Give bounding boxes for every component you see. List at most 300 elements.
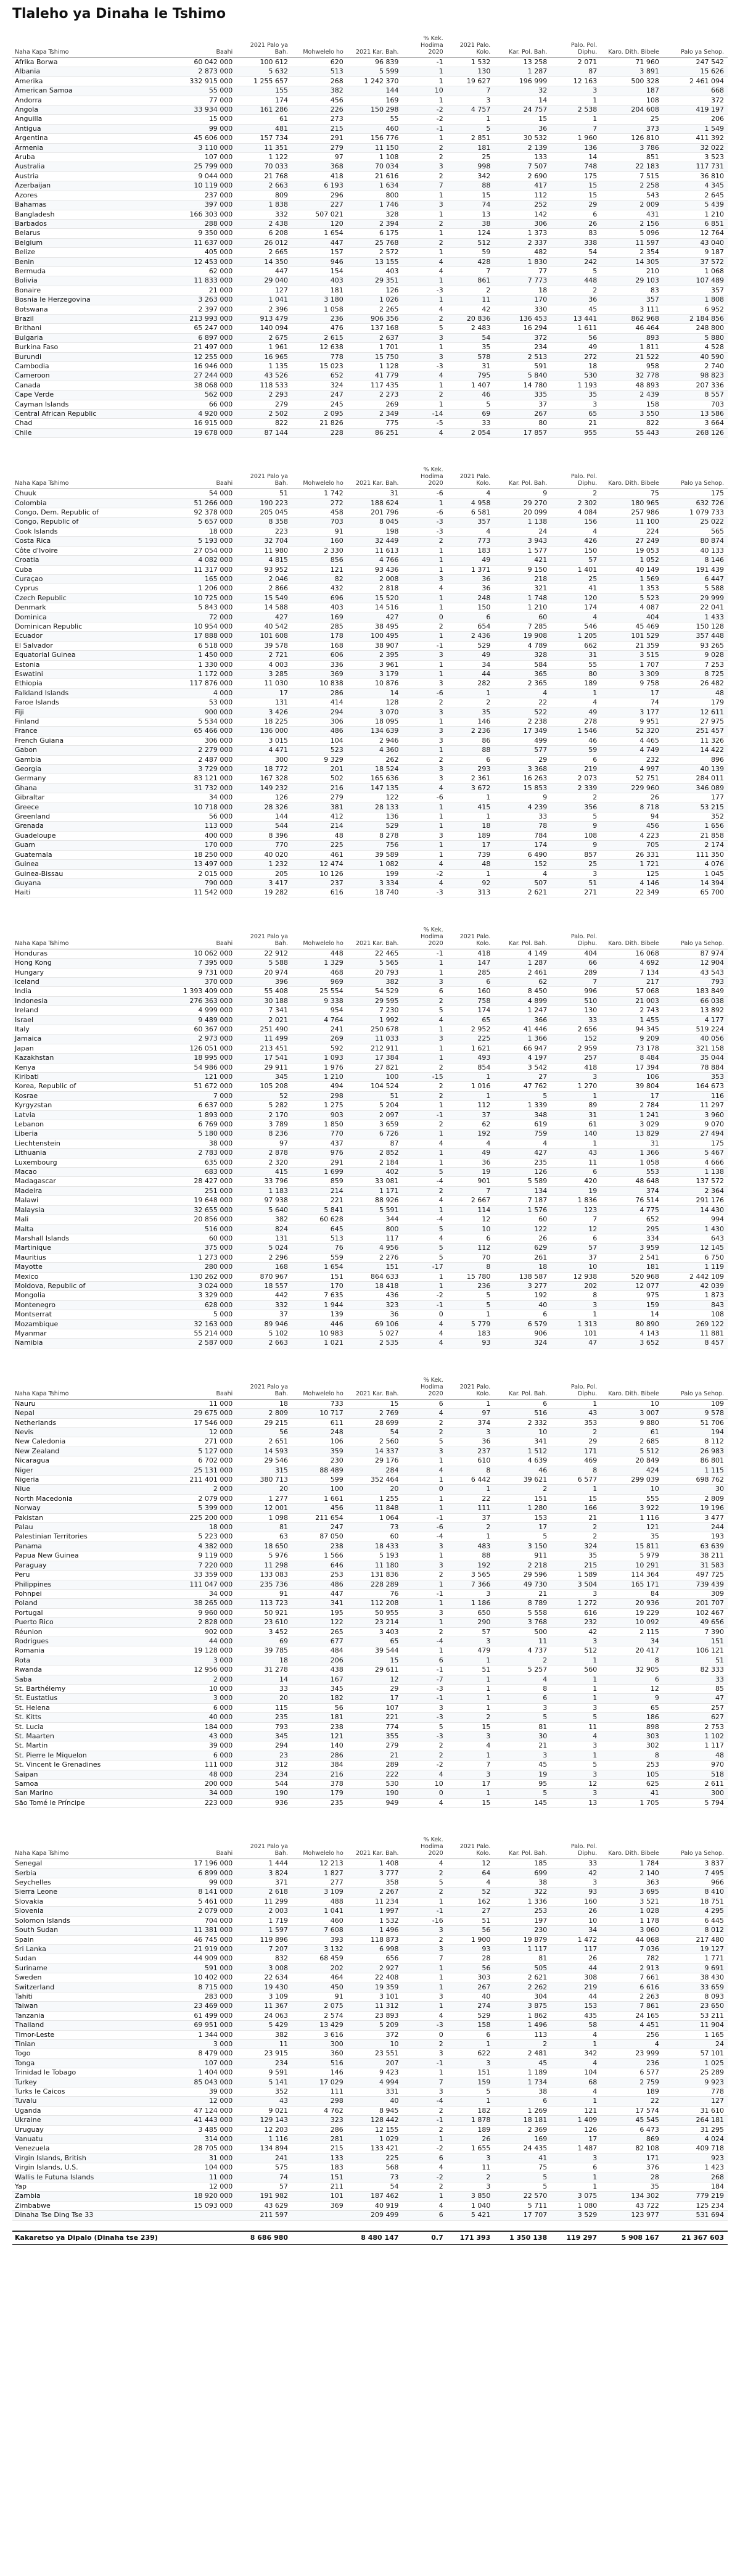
table-cell: 3 329 000 [198, 1291, 233, 1300]
table-cell: 520 968 [631, 1272, 659, 1281]
table-cell: 3 [438, 162, 443, 171]
table-cell: 3 277 [527, 1281, 548, 1290]
table-row [12, 2173, 728, 2182]
table-cell: 1 830 [527, 257, 548, 266]
table-cell: 427 [534, 1149, 548, 1157]
table-cell: 5 [543, 2173, 548, 2181]
table-cell: 1 206 000 [198, 584, 233, 593]
table-cell: 111 350 [696, 850, 724, 859]
table-cell: 93 265 [700, 641, 724, 650]
table-cell: 19 [538, 1770, 548, 1778]
table-cell: 1 549 [704, 124, 724, 133]
table-cell: 1 [438, 1149, 443, 1157]
table-cell: 34 [482, 660, 491, 669]
table-cell: 1 [438, 276, 443, 285]
country-name: Benin [15, 257, 35, 266]
table-cell: 4 [593, 698, 598, 707]
table-cell: 3 285 [268, 669, 289, 678]
table-cell: 1 232 [268, 860, 289, 869]
table-cell: 14 516 [375, 603, 399, 612]
table-cell: 970 [711, 1761, 724, 1769]
table-cell: 201 796 [371, 508, 399, 517]
table-cell: 105 208 [260, 1082, 289, 1091]
table-cell: 4 [438, 1139, 443, 1147]
table-cell: 2 075 [324, 2002, 343, 2010]
table-cell: 49 [588, 708, 598, 716]
table-cell: 140 094 [260, 324, 289, 332]
table-cell: 29 176 [375, 1456, 399, 1465]
table-cell: 54 529 [375, 987, 399, 996]
table-cell: 2 015 000 [198, 869, 233, 878]
table-cell: 234 [275, 2058, 289, 2067]
table-cell: 13 155 [375, 257, 399, 266]
table-cell: 2 [438, 622, 443, 630]
country-name: Myanmar [15, 1329, 47, 1337]
table-cell: 101 608 [260, 632, 289, 640]
table-cell: 5 209 [379, 2021, 399, 2029]
table-row [12, 171, 728, 181]
table-cell: 4 528 [704, 343, 724, 352]
table-cell: 18 740 [375, 888, 399, 897]
table-cell: 628 000 [204, 1300, 233, 1309]
table-cell: 759 [534, 1129, 548, 1138]
table-cell: 23 650 [700, 2002, 724, 2010]
table-cell: 529 [477, 2011, 491, 2020]
country-name: Tinian [15, 2039, 36, 2048]
table-cell: 46 [538, 1466, 548, 1474]
table-cell: 216 [330, 1770, 343, 1778]
table-cell: 7 036 [639, 1944, 659, 1953]
table-cell: 4 [438, 1329, 443, 1337]
table-cell: 345 [330, 1684, 343, 1693]
table-cell: 12 [588, 1224, 598, 1233]
table-cell: 43 526 [264, 371, 289, 380]
table-cell: 45 545 [635, 2116, 659, 2124]
table-cell: 3 504 [577, 1580, 598, 1588]
table-cell: 40 [538, 1300, 548, 1309]
table-cell: 1 [486, 2039, 491, 2048]
table-cell: 2 236 [471, 727, 491, 735]
table-cell: 1 393 409 000 [183, 987, 233, 996]
table-cell: 1 115 [704, 1466, 724, 1474]
table-cell: 402 [385, 1168, 399, 1176]
table-cell: 3 789 [268, 1120, 289, 1129]
country-name: Puerto Rico [15, 1618, 54, 1627]
table-row [12, 1418, 728, 1427]
table-cell: 1 [593, 2182, 598, 2191]
table-cell: 22 349 [635, 888, 659, 897]
table-cell: 3 [438, 1944, 443, 1953]
column-header: Naha Kapa Tshimo [12, 35, 175, 58]
table-cell: 2 115 [639, 1627, 659, 1636]
table-cell: 3 309 [639, 669, 659, 678]
table-cell: 1 808 [704, 295, 724, 304]
table-cell: 2 339 [577, 783, 598, 792]
table-cell: 1 576 [527, 1205, 548, 1214]
table-cell: 36 [482, 574, 491, 583]
table-cell: 151 [330, 2173, 343, 2181]
table-cell: 1 [438, 210, 443, 218]
table-cell: 1 [486, 2097, 491, 2105]
table-cell: 165 000 [204, 574, 233, 583]
table-cell: 1 [438, 746, 443, 754]
table-cell: 1 116 [639, 1513, 659, 1522]
table-cell: 1 944 [324, 1300, 343, 1309]
table-cell: 22 [538, 698, 548, 707]
table-cell: 35 044 [700, 1054, 724, 1062]
table-cell: 1 742 [324, 489, 343, 498]
table-cell: 164 673 [696, 1082, 724, 1091]
grand-total-cell: 8 480 147 [361, 2233, 399, 2242]
table-cell: 15 [482, 1798, 491, 1807]
table-cell: 2 828 000 [198, 1618, 233, 1627]
table-cell: 3 [438, 977, 443, 986]
table-cell: 3 [486, 1637, 491, 1645]
table-cell: 185 [534, 1859, 548, 1868]
column-header: Karo. Dith. Bibele [601, 466, 663, 489]
table-cell: 55 [588, 660, 598, 669]
table-cell: 250 678 [371, 1025, 399, 1033]
table-cell: 232 [584, 1618, 598, 1627]
table-cell: 11 848 [375, 1504, 399, 1513]
table-cell: 21 616 [375, 171, 399, 180]
table-cell: 44 000 [208, 1637, 233, 1645]
table-row [12, 2201, 728, 2210]
country-name: Slovakia [15, 1897, 44, 1905]
country-name: Colombia [15, 498, 47, 507]
table-cell: 975 [646, 1291, 659, 1300]
table-cell: 136 000 [260, 727, 289, 735]
table-cell: 313 [477, 888, 491, 897]
table-cell: 1 373 [527, 229, 548, 237]
table-cell: -3 [436, 362, 443, 370]
table-row [12, 1973, 728, 1983]
table-cell: 5 512 [639, 1447, 659, 1455]
column-header: Kar. Pol. Bah. [494, 927, 551, 949]
table-cell: 303 [477, 1973, 491, 1982]
table-cell: 21 [390, 1751, 399, 1759]
table-cell: 592 [330, 1044, 343, 1052]
table-cell: 3 [438, 1542, 443, 1550]
country-name: Kazakhstan [15, 1054, 54, 1062]
table-cell: 60 [538, 613, 548, 621]
table-cell: 1 430 [704, 1224, 724, 1233]
table-cell: 5 558 [527, 1608, 548, 1617]
table-cell: 1 058 [324, 305, 343, 313]
table-cell: 11 150 [375, 143, 399, 152]
table-cell: 1 330 000 [198, 660, 233, 669]
table-cell: 15 780 [466, 1272, 491, 1281]
table-cell: 283 000 [204, 1992, 233, 2000]
table-cell: 6 473 [639, 2125, 659, 2134]
table-cell: 1 [486, 1091, 491, 1100]
country-name: Switzerland [15, 1983, 55, 1991]
table-cell: 3 070 [379, 708, 399, 716]
table-cell: 1 045 [704, 869, 724, 878]
country-name: Gibraltar [15, 793, 45, 802]
table-cell: 251 490 [260, 1025, 289, 1033]
table-cell: 436 [385, 1291, 399, 1300]
table-cell: 1 997 [379, 1907, 399, 1915]
table-cell: 1 [593, 2097, 598, 2105]
table-cell: 17 196 000 [194, 1859, 233, 1868]
table-cell: 507 [534, 878, 548, 887]
table-cell: 281 [330, 2135, 343, 2144]
table-cell: 1 313 [577, 1319, 598, 1328]
table-cell: 4 [438, 1196, 443, 1205]
table-row [12, 1666, 728, 1675]
table-cell: -6 [436, 793, 443, 802]
table-row [12, 1944, 728, 1954]
table-cell: 483 [477, 1542, 491, 1550]
table-cell: 299 039 [631, 1476, 659, 1484]
table-cell: 5 096 [639, 229, 659, 237]
table-row [12, 333, 728, 342]
country-name: Australia [15, 162, 45, 171]
table-cell: 1 577 [527, 546, 548, 555]
table-cell: 1 [486, 1694, 491, 1703]
table-cell: -2 [436, 105, 443, 114]
table-cell: 1 621 [471, 1044, 491, 1052]
table-row [12, 888, 728, 898]
table-cell: 104 [330, 736, 343, 745]
table-cell: 357 [646, 295, 659, 304]
table-cell: 159 [646, 1300, 659, 1309]
table-cell: 2 783 000 [198, 1149, 233, 1157]
table-cell: 357 448 [696, 632, 724, 640]
table-cell: 6 [654, 1675, 659, 1683]
table-cell: 44 [588, 1992, 598, 2000]
table-cell: 278 [584, 717, 598, 725]
table-cell: 131 [275, 1234, 289, 1242]
table-cell: 9 044 000 [198, 171, 233, 180]
table-cell: 4 465 [639, 736, 659, 745]
table-cell: -16 [432, 1916, 443, 1925]
table-cell: 65 [390, 1637, 399, 1645]
table-cell: 5 399 000 [198, 1504, 233, 1513]
table-cell: 2 [438, 1741, 443, 1750]
table-cell: 171 [584, 1447, 598, 1455]
table-cell: 14 337 [375, 1447, 399, 1455]
table-cell: 166 [584, 1504, 598, 1513]
table-cell: 4 737 [527, 1646, 548, 1655]
table-cell: 3 075 [577, 2192, 598, 2200]
table-cell: 285 [477, 968, 491, 976]
table-row [12, 1926, 728, 1935]
table-row [12, 1272, 728, 1281]
country-name: Madeira [15, 1186, 43, 1195]
table-cell: 18 [482, 822, 491, 830]
table-cell: 123 [584, 1205, 598, 1214]
table-cell: 622 [477, 2049, 491, 2058]
table-cell: 3 959 [639, 1244, 659, 1252]
table-cell: 57 101 [700, 2049, 724, 2058]
table-cell: 1 [593, 1675, 598, 1683]
table-cell: 7 366 [471, 1580, 491, 1588]
table-cell: 1 026 [379, 295, 399, 304]
table-cell: 5 027 [379, 1329, 399, 1337]
country-name: Madagascar [15, 1177, 56, 1186]
table-cell: 1 450 000 [198, 651, 233, 659]
table-cell: 650 [477, 1608, 491, 1617]
table-cell: 435 [584, 2011, 598, 2020]
table-cell: 18 [279, 1656, 289, 1664]
table-cell: 591 000 [204, 1963, 233, 1972]
table-cell: 114 364 [631, 1571, 659, 1579]
table-cell: 234 [534, 343, 548, 352]
table-cell: 6 447 [704, 574, 724, 583]
table-cell: 774 [385, 1722, 399, 1731]
table-cell: 3 150 [527, 1542, 548, 1550]
table-cell: 315 [275, 1466, 289, 1474]
table-cell: 5 841 [324, 1205, 343, 1214]
table-cell: 181 [330, 1713, 343, 1722]
table-cell: 3 015 [268, 736, 289, 745]
table-cell: 779 219 [696, 2192, 724, 2200]
table-row [12, 124, 728, 133]
table-cell: 37 [482, 1110, 491, 1119]
table-cell: 519 224 [696, 1025, 724, 1033]
table-cell: 12 [650, 1684, 659, 1693]
grand-total-cell: 119 297 [566, 2233, 598, 2242]
table-cell: 770 [275, 841, 289, 849]
table-cell: 610 [477, 1456, 491, 1465]
column-header: Mohwelelo ho [292, 1836, 347, 1859]
table-cell: 15 626 [700, 67, 724, 76]
table-cell: 20 099 [523, 508, 548, 517]
table-cell: 121 [584, 2106, 598, 2115]
table-cell: 81 [538, 1722, 548, 1731]
table-cell: 8 718 [639, 803, 659, 811]
table-cell: 2 [438, 1082, 443, 1091]
country-name: Nevis [15, 1428, 34, 1436]
table-cell: 215 [330, 124, 343, 133]
table-cell: 2 502 [268, 410, 289, 418]
table-row [12, 1101, 728, 1110]
table-cell: 18 751 [700, 1897, 724, 1905]
country-name: Venezuela [15, 2144, 50, 2153]
table-cell: 606 [330, 651, 343, 659]
table-cell: 3 [593, 1703, 598, 1712]
table-cell: -1 [436, 58, 443, 66]
table-row [12, 1935, 728, 1944]
table-cell: 1 [438, 1973, 443, 1982]
table-cell: 2 267 [379, 1888, 399, 1896]
table-cell: 479 [477, 1646, 491, 1655]
table-cell: 405 000 [204, 248, 233, 257]
table-cell: 954 [330, 1006, 343, 1015]
table-cell: 321 [534, 584, 548, 593]
country-name: Ireland [15, 1006, 39, 1015]
table-cell: 17 394 [635, 1063, 659, 1071]
table-cell: 227 [330, 200, 343, 209]
table-cell: 43 629 [264, 2201, 289, 2210]
table-cell: 274 [477, 2002, 491, 2010]
table-cell: 98 823 [700, 371, 724, 380]
country-name: Palestinian Territories [15, 1532, 88, 1541]
table-cell: 158 [646, 400, 659, 408]
table-cell: 27 [482, 1907, 491, 1915]
table-cell: 1 [438, 1044, 443, 1052]
country-name: Cambodia [15, 362, 49, 370]
table-cell: 4 [486, 1878, 491, 1887]
table-cell: 23 893 [375, 2011, 399, 2020]
table-row [12, 153, 728, 162]
table-cell: 194 [711, 1428, 724, 1436]
table-cell: 1 409 [577, 2116, 598, 2124]
table-cell: 174 [584, 603, 598, 612]
table-cell: 51 [482, 1666, 491, 1674]
table-cell: 145 [534, 1798, 548, 1807]
table-cell: 14 [650, 1310, 659, 1319]
table-cell: 1 654 [324, 1263, 343, 1271]
table-cell: 262 [385, 755, 399, 764]
table-cell: 126 [275, 793, 289, 802]
table-cell: 656 [385, 1954, 399, 1963]
table-row [12, 968, 728, 977]
table-cell: 2 [438, 1868, 443, 1877]
table-cell: 69 106 [375, 1319, 399, 1328]
country-name: Uruguay [15, 2125, 44, 2134]
table-cell: 63 [279, 1532, 289, 1541]
table-cell: 1 [438, 1580, 443, 1588]
table-cell: 2 809 [268, 1409, 289, 1418]
table-cell: 104 524 [371, 1082, 399, 1091]
country-name: Bangladesh [15, 210, 55, 218]
table-cell: 2 665 [268, 248, 289, 257]
table-cell: 99 000 [208, 124, 233, 133]
country-name: Denmark [15, 603, 46, 612]
table-cell: 5 [543, 1091, 548, 1100]
data-table [12, 35, 728, 438]
table-cell: 7 515 [639, 171, 659, 180]
page-title: Tlaleho ya Dinaha le Tshimo [12, 6, 226, 22]
table-cell: 382 [275, 2030, 289, 2039]
table-row [12, 143, 728, 152]
table-cell: 946 [330, 257, 343, 266]
table-cell: 1 080 [577, 2201, 598, 2210]
table-cell: 4 [593, 2087, 598, 2095]
table-row [12, 1599, 728, 1608]
table-cell: 93 436 [375, 565, 399, 574]
country-name: Azores [15, 191, 38, 199]
table-cell: 323 [330, 2116, 343, 2124]
table-cell: 3 [486, 1732, 491, 1740]
table-cell: 629 [534, 1244, 548, 1252]
country-name: Gabon [15, 746, 37, 754]
table-row [12, 1006, 728, 1015]
country-name: Virgin Islands, U.S. [15, 2163, 78, 2172]
table-cell: 13 [588, 1798, 598, 1807]
table-cell: 95 [538, 1780, 548, 1788]
table-cell: 184 000 [204, 1722, 233, 1731]
table-cell: 251 000 [204, 1186, 233, 1195]
table-cell: 222 [385, 1770, 399, 1778]
table-cell: 46 [482, 390, 491, 399]
table-cell: 906 [534, 1329, 548, 1337]
table-cell: 0 [438, 1789, 443, 1798]
table-cell: 8 410 [704, 1888, 724, 1896]
table-cell: 211 401 000 [189, 1476, 233, 1484]
table-row [12, 1456, 728, 1466]
table-cell: 14 [390, 688, 399, 697]
table-cell: 21 [588, 1513, 598, 1522]
table-row [12, 2192, 728, 2201]
table-cell: 4 762 [324, 2106, 343, 2115]
country-name: Argentina [15, 134, 48, 142]
table-cell: 41 [650, 1789, 659, 1798]
table-cell: 15 093 000 [194, 2201, 233, 2210]
